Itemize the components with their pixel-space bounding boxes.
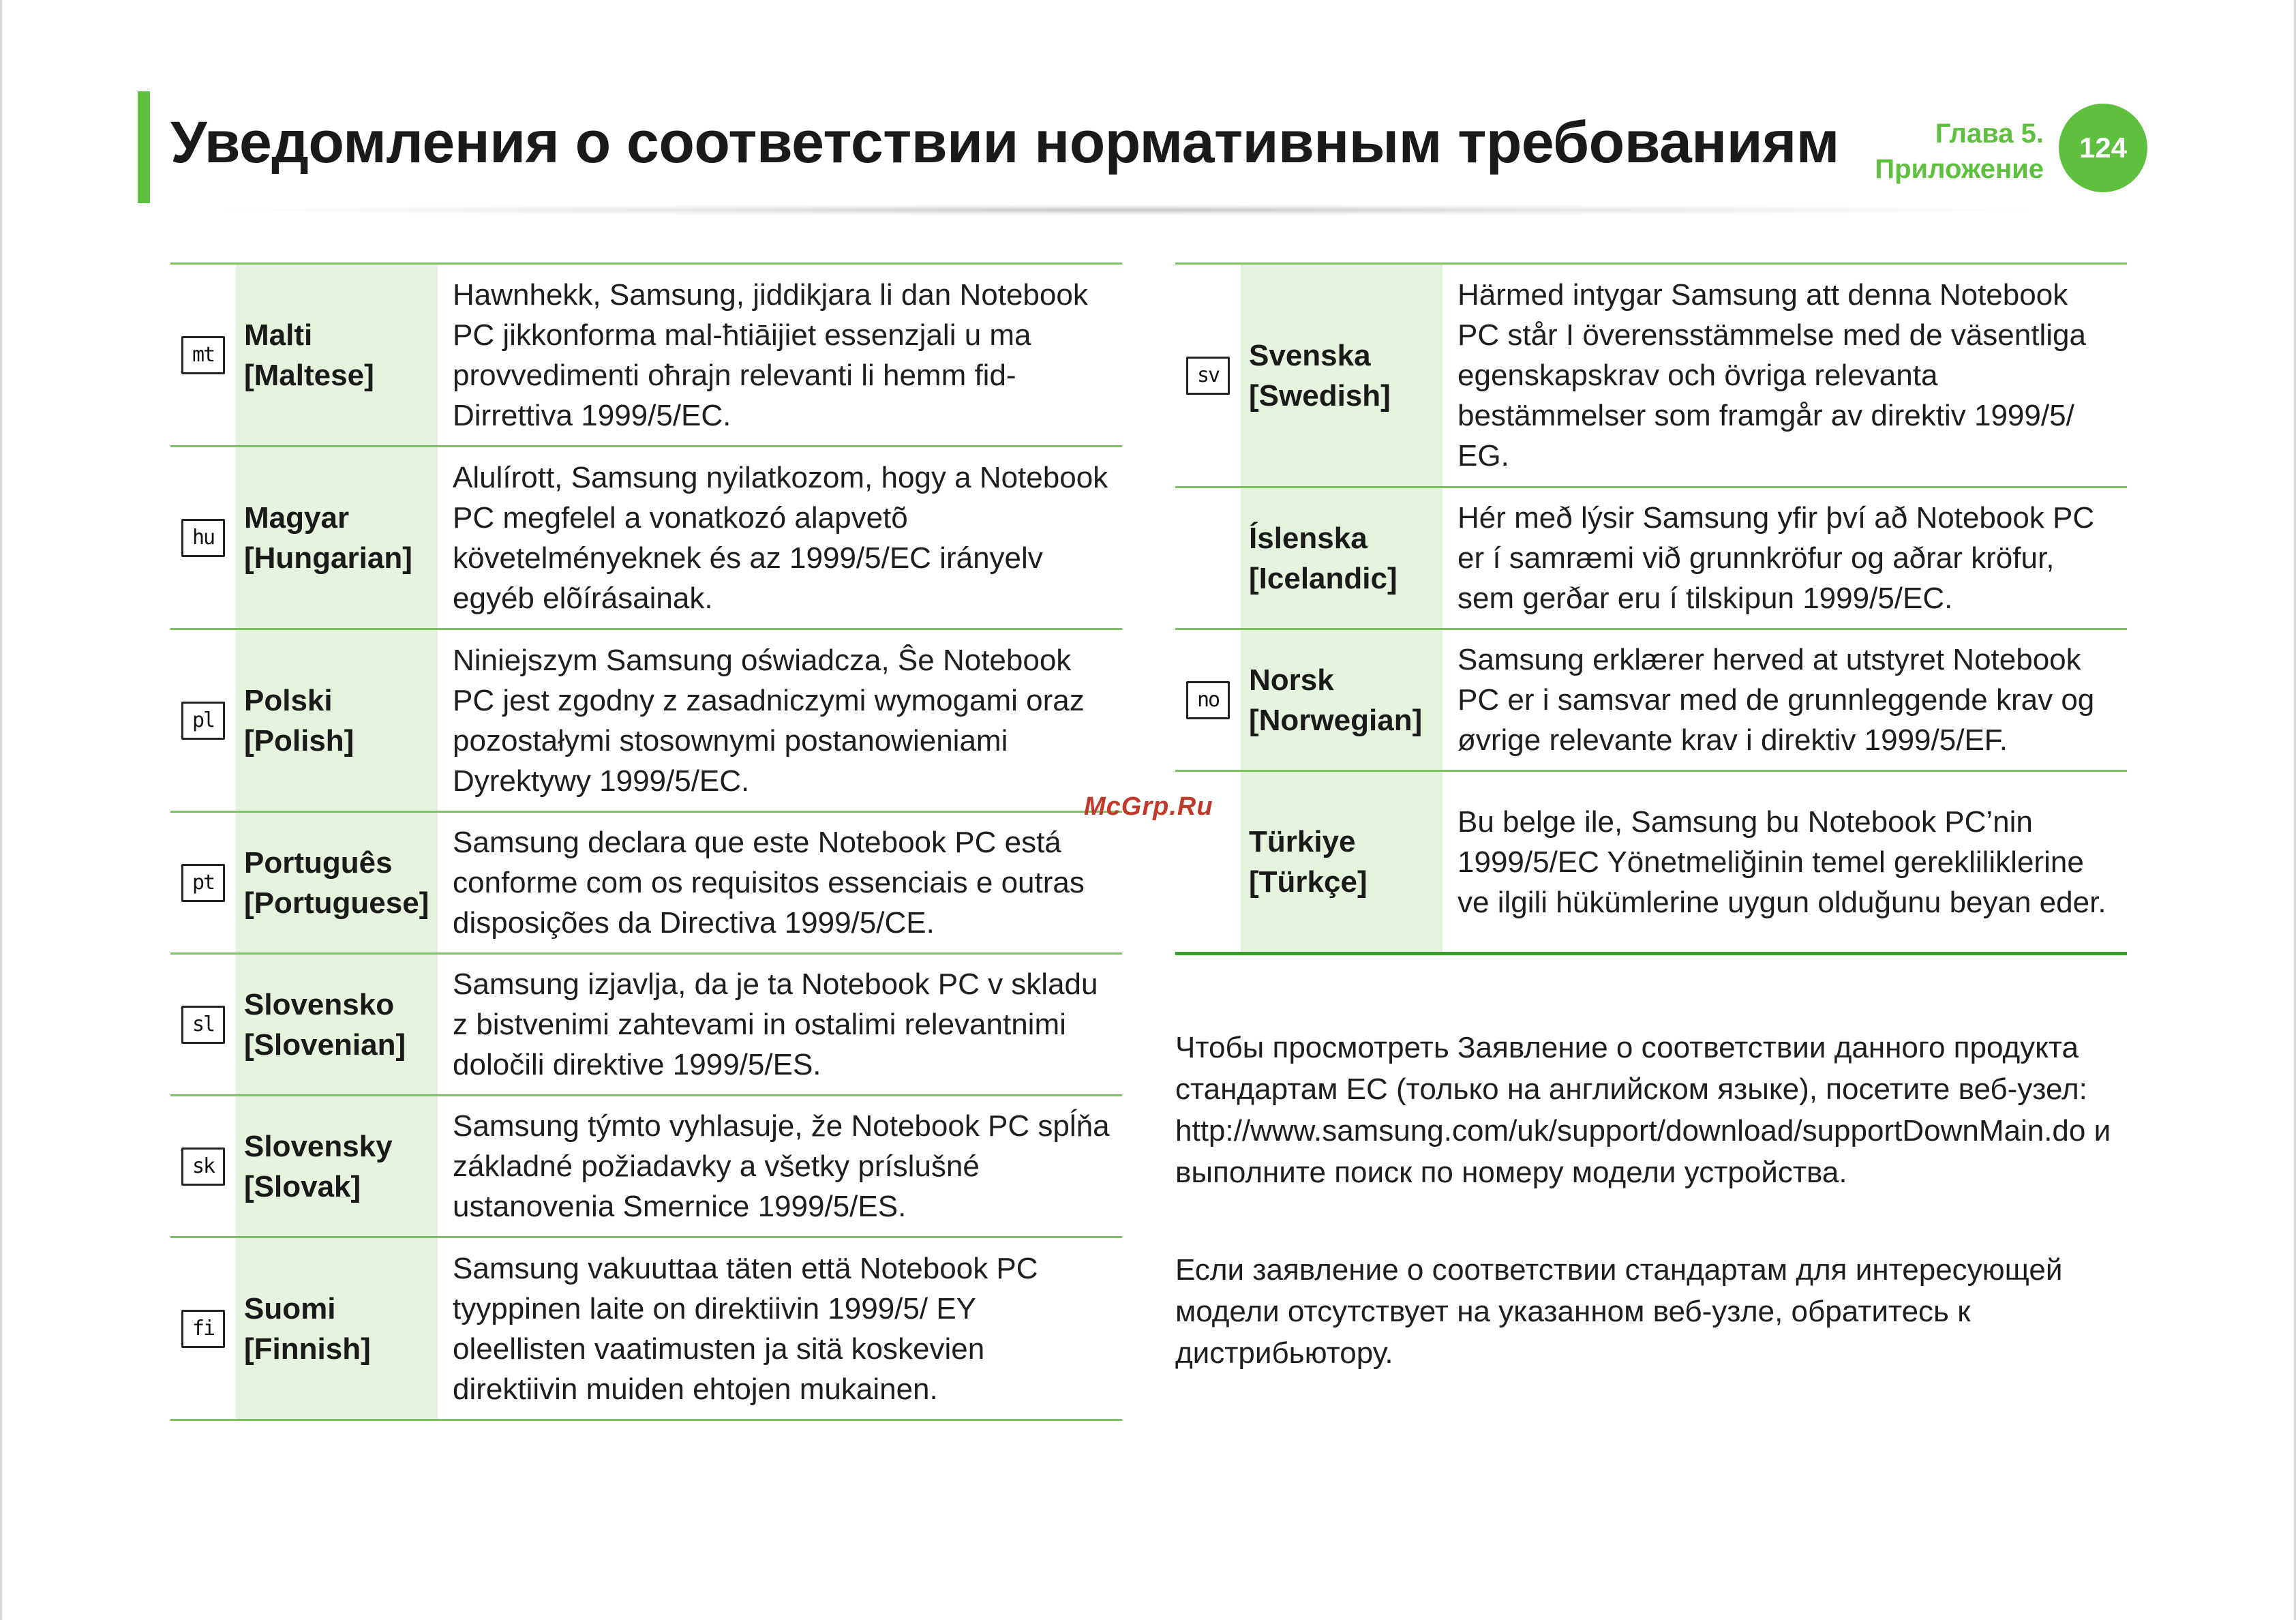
declaration-text: Alulírott, Samsung nyilatkozom, hogy a Notebook PC megfelel a vonatkozó alapvetõ követelményeknek és az 1999/5/EC irányelv egyéb elõírásainak. [453,460,1108,615]
declaration-text-cell [1442,487,2127,629]
declaration-text-cell [1442,629,2127,771]
chapter-label [1875,116,2044,187]
language-cell [236,954,438,1096]
language-name: Svenska [1249,338,1371,372]
declaration-text: Samsung erklærer herved at utstyret Notebook PC er i samsvar med de grunnleggende krav og øvrige relevante krav i direktiv 1999/5/EF. [1457,643,2095,757]
language-name: Türkiye [1249,825,1356,858]
language-english-name: [Hungarian] [244,541,412,575]
language-code-icon: pt [181,864,225,902]
title-accent-bar [138,91,150,203]
language-name: Suomi [244,1291,336,1325]
language-code-icon: sk [181,1148,225,1186]
language-name: Malti [244,318,313,352]
declaration-row [1175,771,2127,954]
language-english-name: [Maltese] [244,358,374,392]
declaration-row [170,1238,1122,1420]
language-icon-cell [170,812,236,954]
language-code-icon: fi [181,1310,225,1348]
language-icon-cell [170,954,236,1096]
declaration-text-cell [438,812,1122,954]
language-english-name: [Finnish] [244,1332,371,1366]
page-title: Уведомления о соответствии нормативным требованиям [170,110,1839,175]
chapter-name: Приложение [1875,154,2044,184]
declaration-text-cell [1442,264,2127,487]
language-icon-cell [1175,487,1241,629]
declarations-table-right [1175,262,2127,955]
declaration-row [170,1096,1122,1238]
distributor-note: Если заявление о соответствии стандартам для интересующей модели отсутствует на указанном веб-узле, обратитесь к дистрибьютору. [1175,1253,2063,1370]
declaration-row [170,264,1122,447]
declaration-text-cell [438,447,1122,629]
declaration-row [170,447,1122,629]
language-code-icon: sl [181,1006,225,1044]
language-name: Slovensky [244,1129,393,1163]
language-cell [236,1096,438,1238]
language-english-name: [Polish] [244,723,354,758]
language-icon-cell [170,629,236,812]
declaration-row [170,812,1122,954]
declaration-text-cell [438,1096,1122,1238]
declaration-row [170,629,1122,812]
language-cell [236,812,438,954]
language-english-name: [Icelandic] [1249,561,1398,595]
eu-declaration-note: Чтобы просмотреть Заявление о соответствии данного продукта стандартам ЕС (только на английском языке), посетите веб-узел: http://www.samsung.com/uk/support/download/supportDownMain.do и выполните поиск по номеру модели устройства. [1175,1031,2111,1189]
declaration-row [1175,487,2127,629]
language-icon-cell [170,1096,236,1238]
declaration-text-cell [438,1238,1122,1420]
language-cell [236,447,438,629]
language-cell [236,264,438,447]
declaration-text: Hér með lýsir Samsung yfir því að Notebook PC er í samræmi við grunnkröfur og aðrar kröfur, sem gerðar eru í tilskipun 1999/5/EC. [1457,501,2095,615]
page-number-badge: 124 [2059,104,2147,192]
language-code-icon: sv [1186,357,1230,395]
declaration-text: Niniejszym Samsung oświadcza, Ŝe Notebook PC jest zgodny z zasadniczymi wymogami oraz pozostałymi stosownymi postanowieniami Dyrektywy 1999/5/EC. [453,643,1085,798]
language-code-icon: hu [181,519,225,557]
declaration-text: Samsung týmto vyhlasuje, že Notebook PC spĺňa základné požiadavky a všetky príslušné ustanovenia Smernice 1999/5/ES. [453,1109,1110,1223]
language-english-name: [Swedish] [1249,378,1391,412]
language-icon-cell [170,1238,236,1420]
language-icon-cell [1175,629,1241,771]
chapter-number: Глава 5. [1935,119,2044,149]
language-name: Português [244,845,393,880]
language-name: Slovensko [244,987,395,1021]
language-english-name: [Slovak] [244,1169,361,1203]
declaration-text-cell [438,264,1122,447]
language-cell [1241,264,1442,487]
language-english-name: [Norwegian] [1249,703,1423,737]
language-cell [236,629,438,812]
title-shadow-divider [225,205,2031,215]
declaration-row [1175,629,2127,771]
language-icon-cell [1175,264,1241,487]
declaration-text-cell [438,629,1122,812]
language-english-name: [Türkçe] [1249,865,1368,899]
language-code-icon: mt [181,336,225,374]
language-cell [1241,487,1442,629]
declaration-text: Hawnhekk, Samsung, jiddikjara li dan Notebook PC jikkonforma mal-ħtiāijiet essenzjali u ma provvedimenti oħrajn relevanti li hemm fid-Dirrettiva 1999/5/EC. [453,278,1088,432]
declaration-text: Samsung declara que este Notebook PC está conforme com os requisitos essenciais e outras disposições da Directiva 1999/5/CE. [453,826,1085,940]
declaration-row [1175,264,2127,487]
language-name: Polski [244,683,333,717]
language-code-icon: pl [181,702,225,740]
language-icon-cell [170,264,236,447]
declaration-text-cell [1442,771,2127,954]
language-name: Norsk [1249,663,1334,697]
declaration-text: Samsung izjavlja, da je ta Notebook PC v skladu z bistvenimi zahtevami in ostalimi relevantnimi določili direktive 1999/5/ES. [453,967,1098,1081]
language-name: Magyar [244,500,350,535]
declaration-row [170,954,1122,1096]
declaration-text: Samsung vakuuttaa täten että Notebook PC tyyppinen laite on direktiivin 1999/5/ EY oleellisten vaatimusten ja sitä koskevien direktiivin muiden ehtojen mukainen. [453,1251,1038,1406]
declaration-text: Härmed intygar Samsung att denna Notebook PC står I överensstämmelse med de väsentliga egenskapskrav och övriga relevanta bestämmelser som framgår av direktiv 1999/5/ EG. [1457,278,2086,472]
language-english-name: [Portuguese] [244,886,429,920]
language-code-icon: no [1186,681,1230,719]
language-english-name: [Slovenian] [244,1028,406,1062]
page-edge-left [0,0,2,1620]
language-cell [1241,771,1442,954]
declarations-table-left [170,262,1122,1421]
watermark: MсGrp.Ru [1084,792,1213,821]
declaration-text: Bu belge ile, Samsung bu Notebook PC’nin 1999/5/EC Yönetmeliğinin temel gerekliliklerine ve ilgili hükümlerine uygun olduğunu beyan eder. [1457,805,2106,919]
language-icon-cell [170,447,236,629]
language-cell [1241,629,1442,771]
language-cell [236,1238,438,1420]
language-name: Íslenska [1249,521,1368,555]
declaration-text-cell [438,954,1122,1096]
